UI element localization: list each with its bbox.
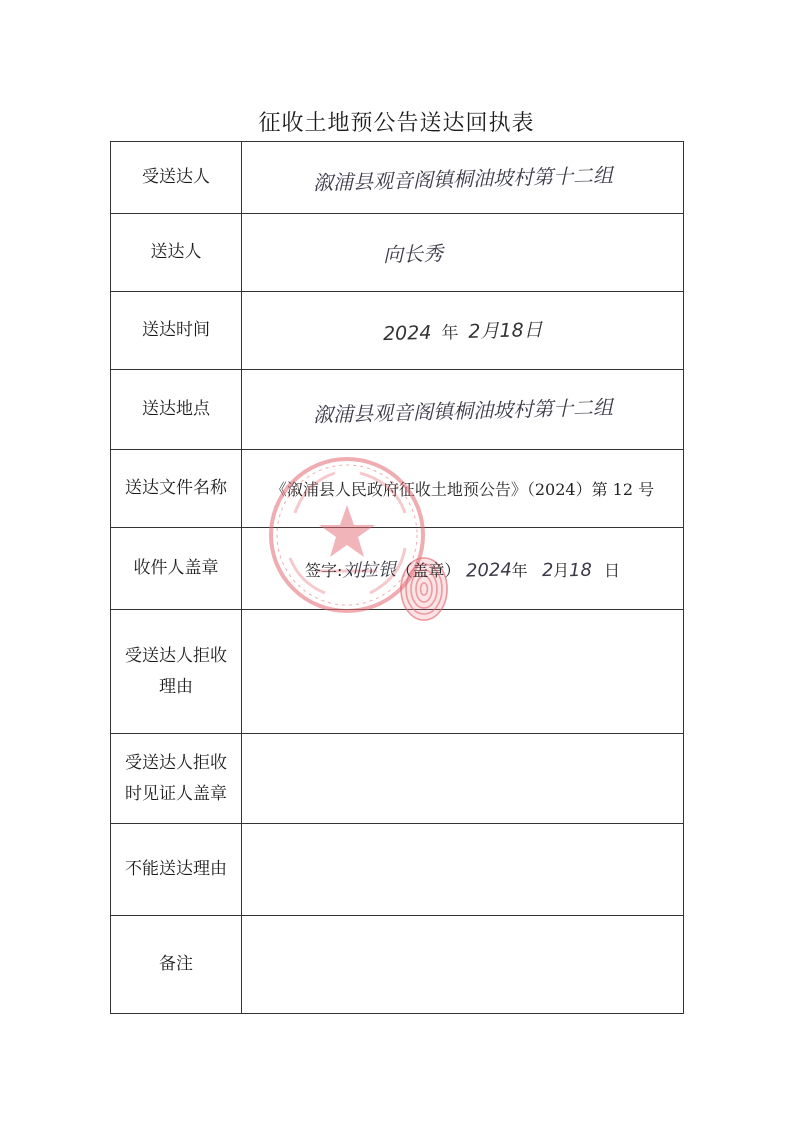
row-delivery-time [111, 292, 684, 370]
recipient-seal-value-cell [242, 528, 684, 610]
remarks-value [242, 916, 684, 1014]
refusal-witness-label-line1: 受送达人拒收 [125, 752, 227, 773]
seal-year-unit: 年 [511, 560, 528, 580]
seal-month-unit: 月 [553, 560, 570, 580]
row-refusal-reason [111, 610, 684, 734]
recipient-handwritten: 溆浦县观音阁镇桐油坡村第十二组 [312, 163, 613, 195]
stamp-note: （盖章） [396, 560, 461, 580]
refusal-reason-value [242, 610, 684, 734]
document-name-label: 送达文件名称 [111, 450, 242, 528]
row-document-name [111, 450, 684, 528]
delivery-date [382, 315, 542, 346]
row-undeliverable-reason [111, 824, 684, 916]
undeliverable-reason-value [242, 824, 684, 916]
row-deliverer [111, 214, 684, 292]
refusal-reason-label-line1: 受送达人拒收 [125, 645, 227, 666]
seal-month: 2 [541, 559, 554, 581]
recipient-seal-label: 收件人盖章 [111, 528, 242, 610]
row-refusal-witness [111, 734, 684, 824]
recipient-label: 受送达人 [111, 142, 242, 214]
delivery-time-label: 送达时间 [111, 292, 242, 370]
seal-year: 2024 [465, 558, 512, 582]
row-recipient [111, 142, 684, 214]
deliverer-value-cell [242, 214, 684, 292]
row-remarks [111, 916, 684, 1014]
page-title: 征收土地预公告送达回执表 [258, 111, 535, 136]
document-name-value: 《溆浦县人民政府征收土地预公告》（2024）第 12 号 [270, 480, 655, 499]
recipient-value-cell [242, 142, 684, 214]
seal-day-unit: 日 [604, 560, 621, 580]
delivery-place-handwritten: 溆浦县观音阁镇桐油坡村第十二组 [312, 395, 613, 427]
row-recipient-seal [111, 528, 684, 610]
delivery-month-day: 2月18日 [467, 318, 543, 343]
receipt-table [110, 141, 684, 1014]
seal-day: 18 [568, 559, 593, 581]
remarks-label: 备注 [111, 916, 242, 1014]
delivery-place-label: 送达地点 [111, 370, 242, 450]
row-delivery-place [111, 370, 684, 450]
sign-prefix: 签字: [304, 560, 343, 580]
deliverer-handwritten: 向长秀 [382, 241, 443, 267]
recipient-seal-line [304, 558, 621, 582]
refusal-reason-label-line2: 理由 [159, 676, 193, 697]
undeliverable-reason-label: 不能送达理由 [111, 824, 242, 916]
deliverer-label: 送达人 [111, 214, 242, 292]
refusal-witness-label [111, 734, 242, 824]
refusal-witness-label-line2: 时见证人盖章 [125, 783, 227, 804]
delivery-year: 2024 [382, 321, 432, 346]
refusal-witness-value [242, 734, 684, 824]
delivery-time-value-cell [242, 292, 684, 370]
document-name-value-cell [242, 450, 684, 528]
delivery-year-unit: 年 [440, 323, 459, 344]
delivery-place-value-cell [242, 370, 684, 450]
recipient-signature: 刘拉银 [342, 558, 397, 582]
refusal-reason-label [111, 610, 242, 734]
